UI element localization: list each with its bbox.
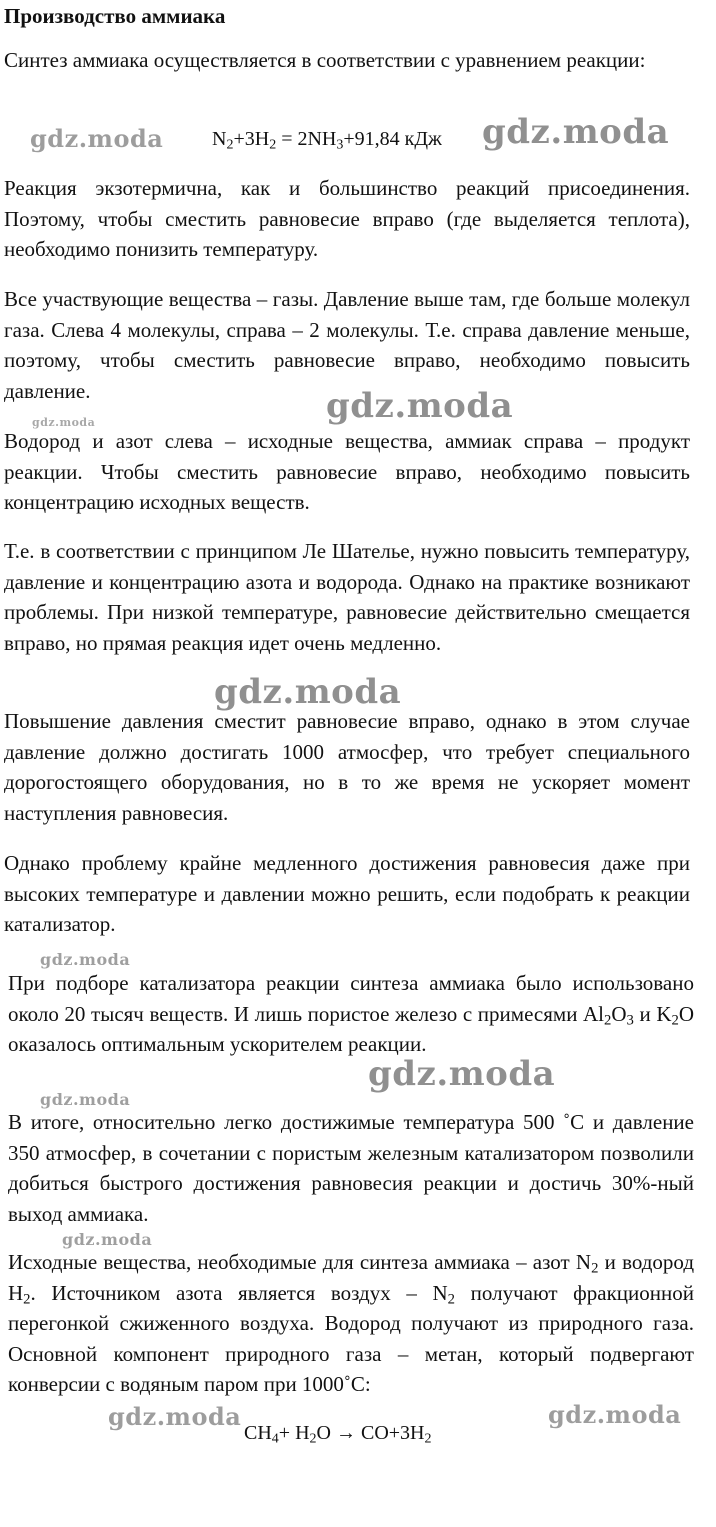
- watermark-logo: gdz.moda: [548, 1400, 682, 1429]
- watermark-logo: gdz.moda: [108, 1402, 242, 1431]
- watermark-logo: gdz.moda: [326, 386, 514, 426]
- watermark-logo: gdz.moda: [368, 1054, 556, 1094]
- paragraph-catalyst-need: Однако проблему крайне медленного достижения равновесия даже при высоких температуре и давлении можно решить, если подобрать к реакции катализатор.: [4, 851, 690, 936]
- paragraph-concentration: Водород и азот слева – исходные вещества, аммиак справа – продукт реакции. Чтобы сместить равновесие вправо, необходимо повысить концентрацию исходных веществ.: [4, 429, 690, 514]
- paragraph-le-chatelier: Т.е. в соответствии с принципом Ле Шателье, нужно повысить температуру, давление и концентрацию азота и водорода. Однако на практике возникают проблемы. При низкой температуре, равновесие действительно смещается вправо, но прямая реакция идет очень медленно.: [4, 539, 690, 655]
- watermark-logo: gdz.moda: [214, 672, 402, 712]
- watermark-logo: gdz.moda: [62, 1230, 153, 1249]
- watermark-logo: gdz.moda: [32, 416, 96, 429]
- watermark-logo: gdz.moda: [40, 1090, 131, 1109]
- watermark-logo: gdz.moda: [30, 124, 164, 153]
- equation-methane-conversion: $CH_4+ H_2O \to CO+3H_2$: [244, 1422, 432, 1447]
- watermark-logo: gdz.moda: [482, 112, 670, 152]
- paragraph-high-pressure: Повышение давления сместит равновесие вправо, однако в этом случае давление должно достигать 1000 атмосфер, что требует специального дорогостоящего оборудования, но в то же время не ускоряет момент наступления равновесия.: [4, 709, 690, 825]
- watermark-logo: gdz.moda: [40, 950, 131, 969]
- page-title: Производство аммиака: [4, 4, 226, 28]
- paragraph-pressure: Все участвующие вещества – газы. Давление выше там, где больше молекул газа. Слева 4 молекулы, справа – 2 молекулы. Т.е. справа давление меньше, поэтому, чтобы сместить равновесие вправо, необходимо повысить давление.: [4, 287, 690, 403]
- paragraph-result: В итоге, относительно легко достижимые температура 500 ˚С и давление 350 атмосфер, в сочетании с пористым железным катализатором позволили добиться быстрого достижения равновесия реакции и достичь 30%-ный выход аммиака.: [8, 1110, 694, 1226]
- equation-ammonia-synthesis: $N_2+3H_2 = 2NH_3+91,84$ кДж: [212, 128, 442, 153]
- paragraph-exothermic: Реакция экзотермична, как и большинство реакций присоединения. Поэтому, чтобы сместить равновесие вправо (где выделяется теплота), необходимо понизить температуру.: [4, 176, 690, 261]
- paragraph-intro: Синтез аммиака осуществляется в соответствии с уравнением реакции:: [4, 48, 646, 72]
- paragraph-raw-materials: Исходные вещества, необходимые для синтеза аммиака – азот $N_2$ и водород $H_2$. Источником азота является воздух – $N_2$ получают фракционной перегонкой сжиженного воздуха. Водород получают из природного газа. Основной компонент природного газа – метан, который подвергают конверсии с водяным паром при 1000˚С:: [8, 1250, 695, 1396]
- paragraph-catalyst-selection: При подборе катализатора реакции синтеза аммиака было использовано около 20 тысяч веществ. И лишь пористое железо с примесями $Al_2O_3$ и $K_2O$ оказалось оптимальным ускорителем реакции.: [8, 971, 694, 1056]
